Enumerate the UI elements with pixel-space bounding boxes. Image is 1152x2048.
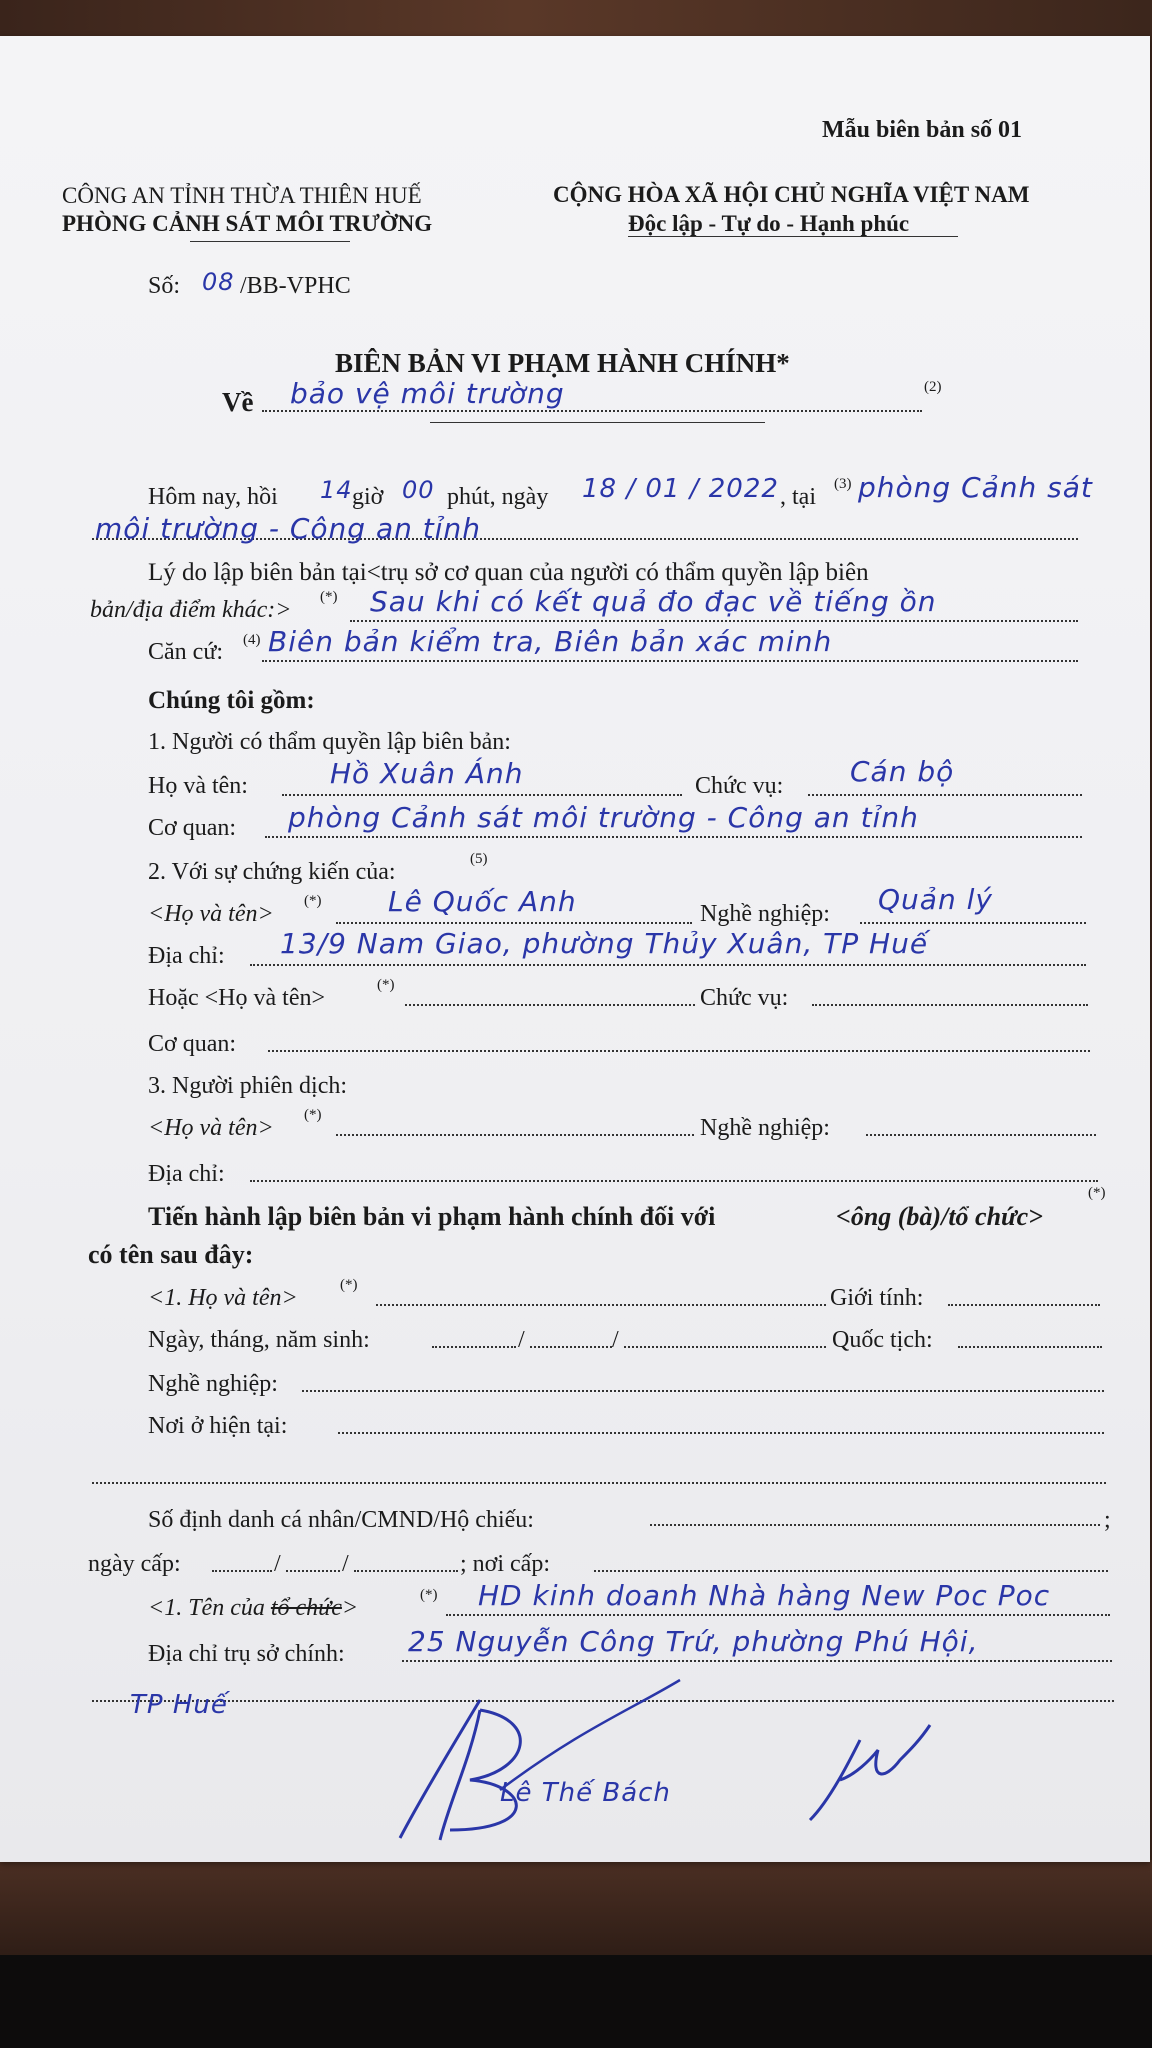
s2-job-value: Quản lý <box>878 883 993 916</box>
subject-value: bảo vệ môi trường <box>290 377 565 410</box>
intro-minute: 00 <box>402 476 435 504</box>
org-value: HD kinh doanh Nhà hàng New Poc Poc <box>478 1579 1051 1612</box>
motto-underline <box>628 236 958 237</box>
agency-underline <box>190 241 350 242</box>
subject-label: Về <box>222 387 254 417</box>
document-title: BIÊN BẢN VI PHẠM HÀNH CHÍNH* <box>335 348 790 378</box>
s1-name-value: Hồ Xuân Ánh <box>330 757 524 790</box>
reason-value: Sau khi có kết quả đo đạc về tiếng ồn <box>370 585 937 618</box>
s1-position-value: Cán bộ <box>850 755 955 788</box>
nation-line2: Độc lập - Tự do - Hạnh phúc <box>628 211 910 236</box>
form-number: Mẫu biên bản số 01 <box>822 117 1023 143</box>
hq-value-line1: 25 Nguyễn Công Trứ, phường Phú Hội, <box>408 1625 979 1658</box>
intro-place-line1: phòng Cảnh sát <box>858 471 1093 504</box>
floor-shadow <box>0 1955 1152 2048</box>
table-edge <box>0 1860 1152 1958</box>
nation-line1: CỘNG HÒA XÃ HỘI CHỦ NGHĨA VIỆT NAM <box>553 182 1030 207</box>
doc-no-prefix: Số: <box>148 273 181 299</box>
signature-1 <box>380 1670 780 1860</box>
signature-2 <box>800 1720 940 1830</box>
s2-address-value: 13/9 Nam Giao, phường Thủy Xuân, TP Huế <box>280 927 929 960</box>
s1-agency-value: phòng Cảnh sát môi trường - Công an tỉnh <box>288 801 919 834</box>
doc-no-suffix: /BB-VPHC <box>240 273 351 299</box>
doc-no-value: 08 <box>202 268 235 296</box>
basis-value: Biên bản kiểm tra, Biên bản xác minh <box>268 625 833 658</box>
agency-line2: PHÒNG CẢNH SÁT MÔI TRƯỜNG <box>62 211 433 236</box>
or-name-label: Hoặc <Họ và tên> <box>148 985 326 1011</box>
signature-3-text: Lê Thế Bách <box>500 1778 671 1808</box>
agency-line1: CÔNG AN TỈNH THỪA THIÊN HUẾ <box>62 183 422 208</box>
org-label: <1. Tên của tổ chức> <box>148 1595 359 1621</box>
intro-date: 18 / 01 / 2022 <box>582 474 779 504</box>
s2-name-value: Lê Quốc Anh <box>388 885 577 918</box>
intro-hour: 14 <box>320 476 353 504</box>
hq-value-line2: TP Huế <box>130 1690 228 1720</box>
intro-place-line2: môi trường - Công an tỉnh <box>95 512 482 545</box>
